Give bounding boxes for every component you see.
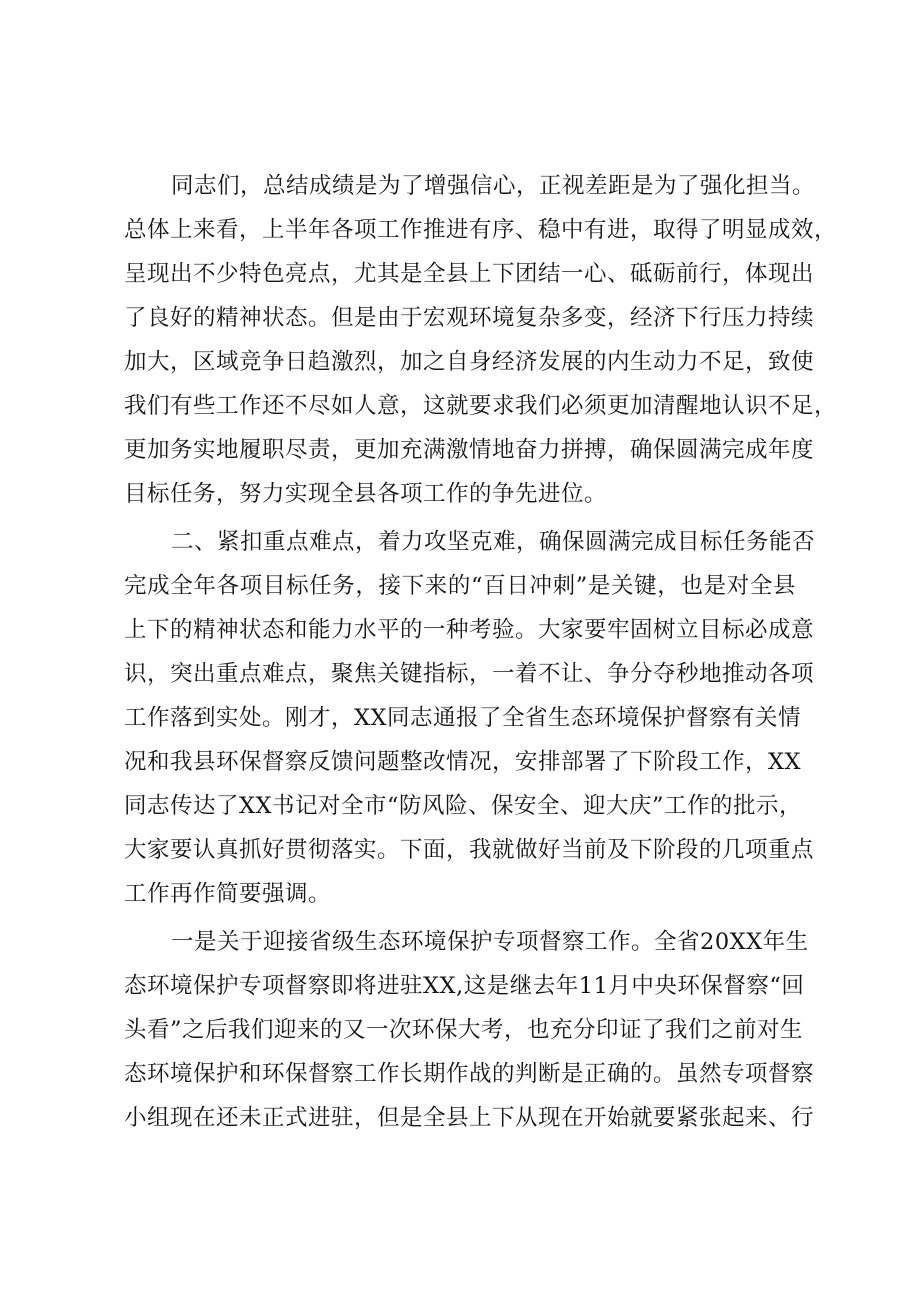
text-line: 况和我县环保督察反馈问题整改情况，安排部署了下阶段工作，XX — [124, 749, 802, 775]
text-line: 头看”之后我们迎来的又一次环保大考，也充分印证了我们之前对生 — [124, 1017, 804, 1043]
text-line: 识，突出重点难点，聚焦关键指标，一着不让、争分夺秒地推动各项 — [124, 661, 815, 687]
text-line: 我们有些工作还不尽如人意，这就要求我们必须更加清醒地认识不足， — [124, 393, 838, 419]
text-line: 完成全年各项目标任务，接下来的“百日冲刺”是关键，也是对全县 — [124, 573, 796, 599]
text-line: 了良好的精神状态。但是由于宏观环境复杂多变，经济下行压力持续 — [124, 305, 815, 331]
text-line: 上下的精神状态和能力水平的一种考验。大家要牢固树立目标必成意 — [124, 617, 815, 643]
text-line: 工作落到实处。刚才，XX同志通报了全省生态环境保护督察有关情 — [124, 705, 802, 731]
text-line: 二、紧扣重点难点，着力攻坚克难，确保圆满完成目标任务能否 — [171, 529, 816, 555]
text-line: 呈现出不少特色亮点，尤其是全县上下团结一心、砥砺前行，体现出 — [124, 261, 815, 287]
text-line: 更加务实地履职尽责，更加充满激情地奋力拼搏，确保圆满完成年度 — [124, 437, 815, 463]
text-line: 同志们，总结成绩是为了增强信心，正视差距是为了强化担当。 — [171, 173, 816, 199]
text-line: 工作再作简要强调。 — [124, 881, 332, 907]
text-line: 一是关于迎接省级生态环境保护专项督察工作。全省20XX年生 — [171, 929, 809, 955]
text-line: 态环境保护和环保督察工作长期作战的判断是正确的。虽然专项督察 — [124, 1061, 815, 1087]
text-line: 大家要认真抓好贯彻落实。下面，我就做好当前及下阶段的几项重点 — [124, 837, 815, 863]
text-line: 小组现在还未正式进驻，但是全县上下从现在开始就要紧张起来、行 — [124, 1105, 815, 1131]
text-line: 同志传达了XX书记对全市“防风险、保安全、迎大庆”工作的批示， — [124, 793, 803, 819]
text-line: 加大，区域竞争日趋激烈，加之自身经济发展的内生动力不足，致使 — [124, 349, 815, 375]
text-line: 总体上来看，上半年各项工作推进有序、稳中有进，取得了明显成效， — [124, 217, 838, 243]
text-line: 目标任务，努力实现全县各项工作的争先进位。 — [124, 481, 608, 507]
text-line: 态环境保护专项督察即将进驻XX,这是继去年11月中央环保督察“回 — [124, 973, 805, 999]
